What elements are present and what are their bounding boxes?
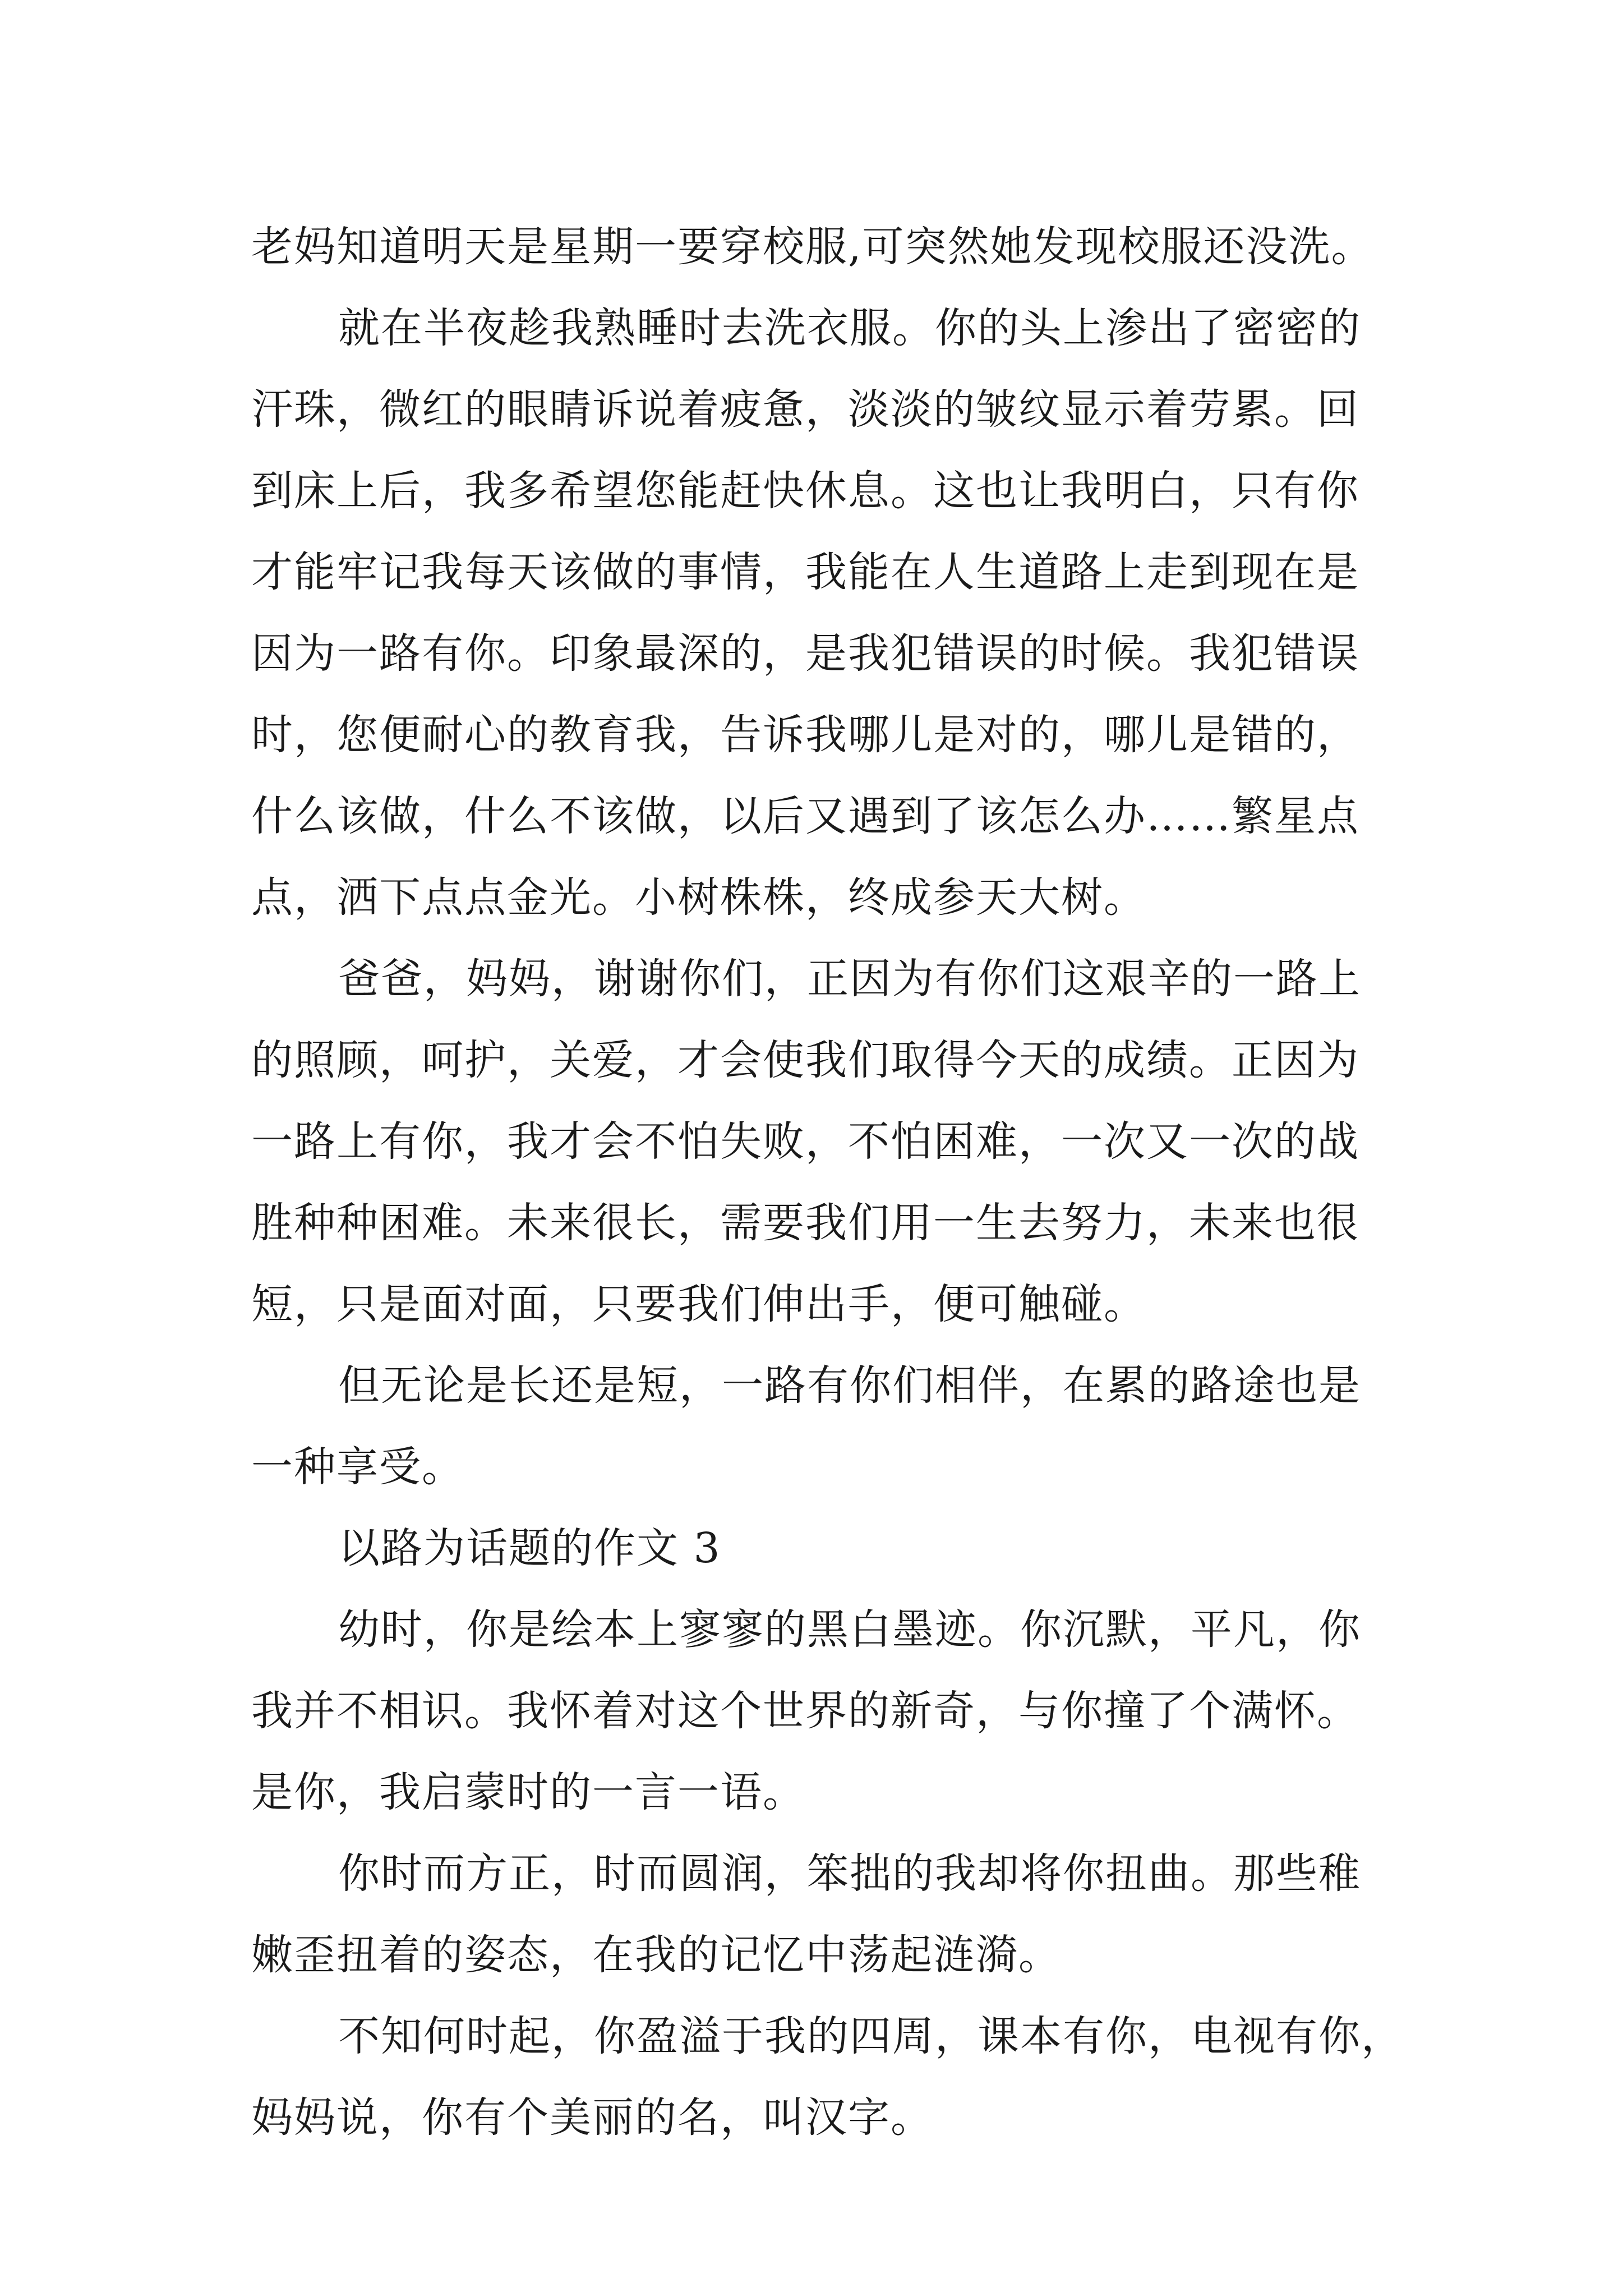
paragraph-start-line: 幼时，你是绘本上寥寥的黑白墨迹。你沉默，平凡，你: [338, 1605, 1361, 1654]
paragraph-start-line: 不知何时起，你盈溢于我的四周，课本有你，电视有你，: [338, 2012, 1404, 2060]
paragraph-start-line: 但无论是长还是短，一路有你们相伴，在累的路途也是: [338, 1361, 1361, 1410]
text-line: 因为一路有你。印象最深的，是我犯错误的时候。我犯错误: [251, 629, 1359, 678]
text-line: 老妈知道明天是星期一要穿校服,可突然她发现校服还没洗。: [251, 223, 1374, 271]
text-line: 汗珠，微红的眼睛诉说着疲惫，淡淡的皱纹显示着劳累。回: [251, 385, 1359, 434]
text-line: 短，只是面对面，只要我们伸出手，便可触碰。: [251, 1280, 1146, 1328]
text-line: 嫩歪扭着的姿态，在我的记忆中荡起涟漪。: [251, 1931, 1061, 1979]
text-line: 我并不相识。我怀着对这个世界的新奇，与你撞了个满怀。: [251, 1687, 1359, 1735]
section-heading: 以路为话题的作文 3: [338, 1524, 721, 1572]
text-line: 时，您便耐心的教育我，告诉我哪儿是对的，哪儿是错的，: [251, 711, 1359, 759]
text-line: 什么该做，什么不该做，以后又遇到了该怎么办……繁星点: [251, 792, 1359, 840]
text-line: 到床上后，我多希望您能赶快休息。这也让我明白，只有你: [251, 467, 1359, 515]
text-line: 一种享受。: [251, 1443, 464, 1491]
text-line: 是你，我启蒙时的一言一语。: [251, 1768, 805, 1816]
text-line: 妈妈说，你有个美丽的名，叫汉字。: [251, 2093, 933, 2142]
paragraph-start-line: 爸爸，妈妈，谢谢你们，正因为有你们这艰辛的一路上: [338, 955, 1361, 1003]
paragraph-start-line: 你时而方正，时而圆润，笨拙的我却将你扭曲。那些稚: [338, 1849, 1361, 1898]
text-line: 胜种种困难。未来很长，需要我们用一生去努力，未来也很: [251, 1199, 1359, 1247]
text-line: 的照顾，呵护，关爱，才会使我们取得今天的成绩。正因为: [251, 1036, 1359, 1084]
text-line: 才能牢记我每天该做的事情，我能在人生道路上走到现在是: [251, 548, 1359, 596]
text-line: 就在半夜趁我熟睡时去洗衣服。你的头上渗出了密密的: [338, 304, 1361, 352]
text-line: 一路上有你，我才会不怕失败，不怕困难，一次又一次的战: [251, 1117, 1359, 1166]
text-line: 点，洒下点点金光。小树株株，终成参天大树。: [251, 873, 1146, 922]
